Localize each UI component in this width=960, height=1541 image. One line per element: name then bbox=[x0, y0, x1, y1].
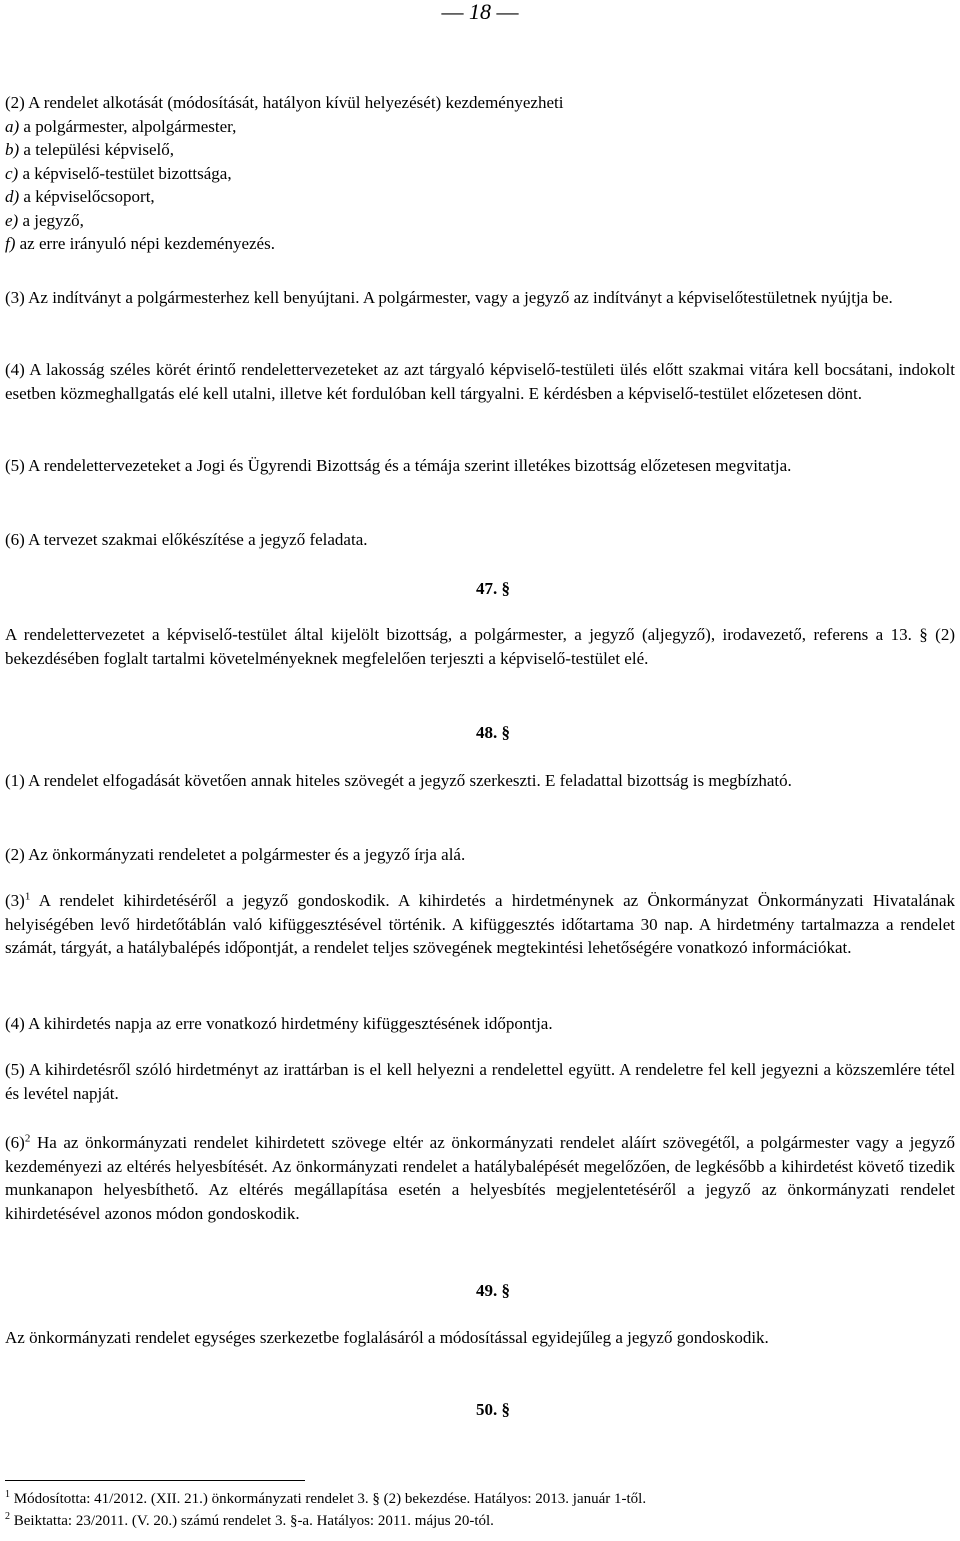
footnote-ref-1[interactable]: 1 bbox=[24, 890, 31, 903]
list-item: c) a képviselő-testület bizottsága, bbox=[5, 163, 232, 183]
list-item: f) az erre irányuló népi kezdeményezés. bbox=[5, 234, 275, 253]
page-number: 18 bbox=[469, 0, 491, 24]
section-47-title: 47. § bbox=[476, 579, 510, 598]
paragraph-3: (3) Az indítványt a polgármesterhez kell benyújtani. A polgármester, vagy a jegyző az indítványt a képviselőtestületnek nyújtja be. bbox=[5, 288, 893, 307]
list-item: a) a polgármester, alpolgármester, bbox=[5, 116, 237, 136]
section-48-paragraph-1: (1) A rendelet elfogadását követően annak hiteles szövegét a jegyző szerkeszti. E feladattal bizottság is megbízható. bbox=[5, 771, 792, 790]
section-50-title: 50. § bbox=[476, 1400, 510, 1419]
section-49-text: Az önkormányzati rendelet egységes szerkezetbe foglalásáról a módosítással egyidejűleg a jegyző gondoskodik. bbox=[5, 1328, 769, 1347]
list-item: e) a jegyző, bbox=[5, 210, 84, 230]
section-48-paragraph-5: (5) A kihirdetésről szóló hirdetményt az irattárban is el kell helyezni a rendelettel együtt. A rendeletre fel kell jegyezni a közszemlére tétel és levétel napját. bbox=[5, 1060, 955, 1103]
page-header: — 18 — bbox=[441, 0, 519, 24]
paragraph-6: (6) A tervezet szakmai előkészítése a jegyző feladata. bbox=[5, 530, 368, 549]
footnote-divider bbox=[5, 1480, 305, 1481]
footnote-1: $^1$ Módosította: 41/2012. (XII. 21.) önkormányzati rendelet 3. § (2) bekezdése. Hatályos: 2013. január 1-től. bbox=[5, 1489, 647, 1507]
footnotes bbox=[5, 1488, 955, 1532]
section-48-title: 48. § bbox=[476, 723, 510, 742]
paragraph-5: (5) A rendelettervezeteket a Jogi és Ügyrendi Bizottság és a témája szerint illetékes bizottság előzetesen megvitatja. bbox=[5, 456, 792, 475]
section-49-title: 49. § bbox=[476, 1281, 510, 1300]
paragraph-4: (4) A lakosság széles körét érintő rendelettervezeteket az azt tárgyaló képviselő-testületi ülés előtt szakmai vitára kell bocsátani, indokolt esetben közmeghallgatás elé kell utalni, illetve két fordulóban kell tárgyalni. E kérdésben a képviselő-testület előzetesen dönt. bbox=[5, 360, 955, 403]
section-48-paragraph-3: $(3)^1$ A rendelet kihirdetéséről a jegyző gondoskodik. A kihirdetés a hirdetménynek az Önkormányzat Önkormányzati Hivatalának helyiségében levő hirdetőtáblán való kifüggesztésével történik. A kifüggesztés időtartama 30 nap. A hirdetmény tartalmazza a rendelet számát, tárgyát, a hatálybalépés időpontját, a rendelet teljes szövegének megtekintési lehetőségére vonatkozó információkat. bbox=[5, 890, 955, 957]
footnote-ref-2[interactable]: 2 bbox=[24, 1132, 31, 1145]
section-48-paragraph-6: $(6)^2$ Ha az önkormányzati rendelet kihirdetett szövege eltér az önkormányzati rendelet aláírt szövegétől, a polgármester vagy a jegyző kezdeményezi az eltérés helyesbítését. Az önkormányzati rendelet a hatálybalépését megelőzően, de legkésőbb a kihirdetést követő tizedik munkanapon helyesbíthető. Az eltérés megállapítása esetén a helyesbítés megjelentetéséről a jegyző az önkormányzati rendelet kihirdetésével azonos módon gondoskodik. bbox=[5, 1132, 955, 1223]
footnote-2: $^2$ Beiktatta: 23/2011. (V. 20.) számú rendelet 3. §-a. Hatályos: 2011. május 20-tól. bbox=[5, 1511, 494, 1529]
list-item: b) a települési képviselő, bbox=[5, 140, 175, 159]
paragraph-2-intro: (2) A rendelet alkotását (módosítását, hatályon kívül helyezését) kezdeményezheti bbox=[5, 93, 564, 112]
list-item: d) a képviselőcsoport, bbox=[5, 187, 155, 206]
section-47-text: A rendelettervezetet a képviselő-testület által kijelölt bizottság, a polgármester, a jegyző (aljegyző), irodavezető, referens a 13. § (2) bekezdésében foglalt tartalmi követelményeknek megfelelően terjeszti a képviselő-testület elé. bbox=[5, 625, 955, 668]
section-48-paragraph-4: (4) A kihirdetés napja az erre vonatkozó hirdetmény kifüggesztésének időpontja. bbox=[5, 1014, 553, 1033]
section-48-paragraph-2: (2) Az önkormányzati rendeletet a polgármester és a jegyző írja alá. bbox=[5, 845, 466, 864]
paragraph-2 bbox=[5, 91, 955, 256]
